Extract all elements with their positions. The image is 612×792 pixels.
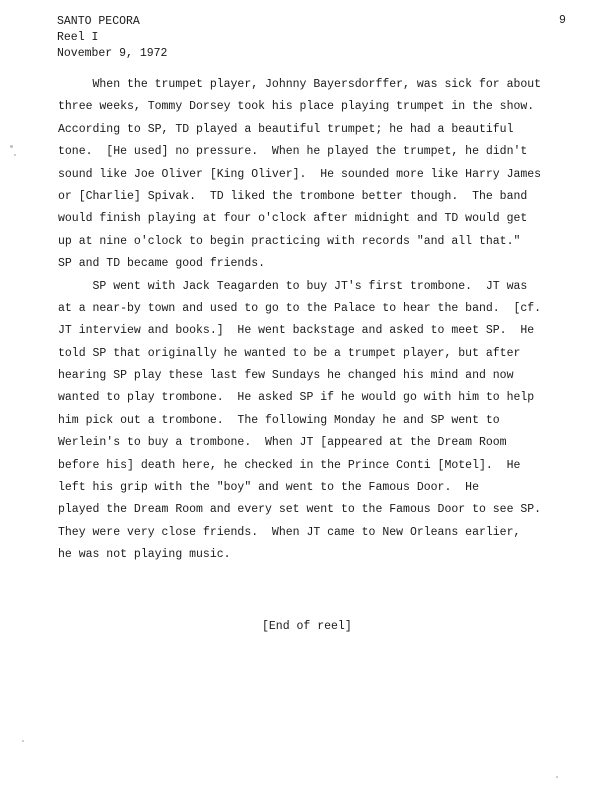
text-line: JT interview and books.] He went backstage and asked to meet SP. He	[58, 324, 535, 338]
interview-date: November 9, 1972	[57, 47, 168, 60]
paragraph-2	[58, 276, 558, 567]
paragraph-1	[58, 74, 558, 276]
text-line: before his] death here, he checked in the Prince Conti [Motel]. He	[58, 458, 521, 472]
text-line: at a near-by town and used to go to the Palace to hear the band. [cf.	[58, 301, 542, 315]
interviewee-name: SANTO PECORA	[57, 15, 140, 28]
text-line: hearing SP play these last few Sundays he changed his mind and now	[58, 369, 514, 383]
document-header	[57, 14, 167, 62]
text-line: he was not playing music.	[58, 548, 231, 562]
text-line: left his grip with the "boy" and went to the Famous Door. He	[58, 481, 479, 495]
text-line: played the Dream Room and every set went to the Famous Door to see SP.	[58, 503, 542, 517]
text-line: wanted to play trombone. He asked SP if he would go with him to help	[58, 391, 535, 405]
reel-label: Reel I	[57, 31, 99, 44]
text-line: According to SP, TD played a beautiful trumpet; he had a beautiful	[58, 122, 514, 136]
text-line: three weeks, Tommy Dorsey took his place playing trumpet in the show.	[58, 100, 535, 114]
text-line: tone. [He used] no pressure. When he played the trumpet, he didn't	[58, 145, 528, 159]
scan-speck	[14, 154, 16, 156]
page-number: 9	[559, 14, 566, 27]
text-line: They were very close friends. When JT came to New Orleans earlier,	[58, 525, 521, 539]
text-line: would finish playing at four o'clock after midnight and TD would get	[58, 212, 528, 226]
text-line: SP and TD became good friends.	[58, 257, 266, 271]
scan-speck	[10, 145, 13, 148]
text-line: him pick out a trombone. The following Monday he and SP went to	[58, 413, 500, 427]
transcript-body	[58, 74, 558, 567]
text-line: sound like Joe Oliver [King Oliver]. He sounded more like Harry James	[58, 167, 542, 181]
scan-speck	[22, 740, 24, 742]
text-line: told SP that originally he wanted to be a trumpet player, but after	[58, 346, 521, 360]
text-line: Werlein's to buy a trombone. When JT [appeared at the Dream Room	[58, 436, 507, 450]
text-line: up at nine o'clock to begin practicing with records "and all that."	[58, 234, 521, 248]
text-line: When the trumpet player, Johnny Bayersdorffer, was sick for about	[58, 78, 542, 91]
scan-speck	[556, 776, 558, 778]
end-of-reel-note: [End of reel]	[262, 620, 352, 633]
text-line: or [Charlie] Spivak. TD liked the trombone better though. The band	[58, 189, 528, 203]
text-line: SP went with Jack Teagarden to buy JT's first trombone. JT was	[58, 279, 528, 293]
